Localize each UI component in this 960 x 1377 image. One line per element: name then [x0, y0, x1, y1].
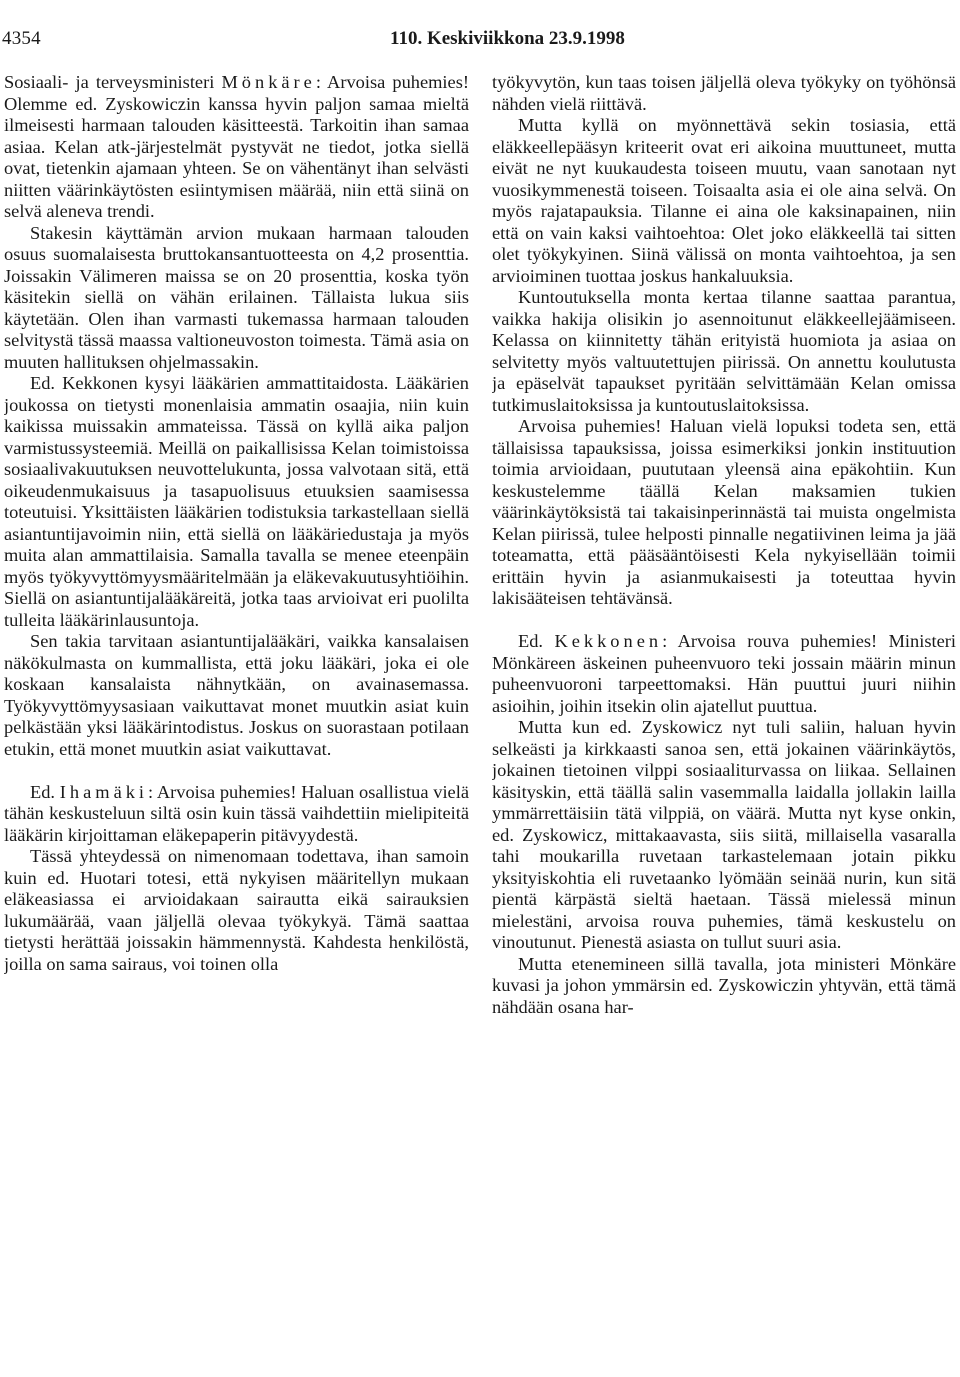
paragraph: Mutta kun ed. Zyskowicz nyt tuli saliin, haluan hyvin selkeästi ja kirkkaasti sanoa sen, että jokainen väärinkäytös, jokainen tietoinen vilppi sosiaaliturvassa on liikaa. Sellainen käsityskin, että täällä salin vasemmalla laidalla jollakin lailla ymmärrettäisiin tätä vilppiä, on väärä. Mutta nyt kyse onkin, ed. Zyskowicz, mittakaavasta, siis siitä, millaisella vasaralla tahi moukarilla ruvetaan tarkastelemaan jotain pikku yksityiskohtia eli ruvetaanko lyömään seinää nurin, kun sitä pientä kärpästä sieltä haetaan. Tässä mielessä minun mielestäni, arvoisa rouva puhemies, tämä keskustelu on vinoutunut. Pienestä asiasta on tullut suuri asia. — [492, 717, 956, 952]
paragraph: Tässä yhteydessä on nimenomaan todettava, ihan samoin kuin ed. Huotari totesi, että nykyisen määritellyn mukaan eläkeasiassa ei arvioidakaan sairautta eikä sairauksien lukumäärää, vaan jäljellä olevaa työkykyä. Tämä saattaa tietysti herättää joissakin hämmennystä. Kahdesta henkilöstä, joilla on sama sairaus, voi toinen olla — [4, 846, 469, 974]
paragraph: Sen takia tarvitaan asiantuntijalääkäri, vaikka kansalaisen näkökulmasta on kummallista, että joku lääkäri, joka ei ole koskaan kansalaista nähnytkään, on avainasemassa. Työkyvyttömyysasiaan vaikuttavat monet muutkin asiat kuin pelkästään yksi lääkärintodistus. Joskus on suorastaan potilaan etukin, että monet muutkin asiat vaikuttavat. — [4, 631, 469, 759]
paragraph: Arvoisa puhemies! Haluan vielä lopuksi todeta sen, että tällaisissa tapauksissa, joissa esimerkiksi jonkin instituution toimia arvioidaan, puututaan yleensä aina epäkohtiin. Kun keskustelemme täällä Kelan maksamien tukien väärinkäytöksistä tai takaisinperinnästä tai muista ongelmista Kelan piirissä, tulee helposti pinnalle negatiivinen leima ja jää toteamatta, että pääsääntöisesti Kela nykyisellään toimii erittäin hyvin ja asianmukaisesti ja toteuttaa hyvin lakisääteisen tehtävänsä. — [492, 416, 956, 608]
speaker-name: Ihamäki — [59, 781, 149, 802]
paragraph: Ed. Kekkonen kysyi lääkärien ammattitaidosta. Lääkärien joukossa on tietysti monenlaisia ammatin osaajia, niin kuin kaikissa muissakin ammateissa. Tässä on kyllä aika paljon varmistussysteemiä. Meillä on paikallisissa Kelan toimistoissa sosiaalivakuutuksen neuvottelukunta, jossa valvotaan sitä, että oikeudenmukaisuus ja tasapuolisuus etuuksien saamisessa toteutuisi. Yksittäisten lääkärien todistuksia tarkastellaan siellä asiantuntijavoimin niin, että siellä on lääkäriedustaja ja myös muita alan ammattilaisia. Samalla tavalla se menee eteenpäin myös työkyvyttömyysmääritelmään ja eläkevakuutusyhtiöihin. Siellä on asiantuntijalääkäreitä, jotka taas arvioivat eri puolilta tulleita lääkärinlausuntoja. — [4, 373, 469, 630]
speaker-prefix: Ed. — [518, 631, 544, 651]
left-column — [4, 72, 469, 1372]
paragraph — [4, 72, 469, 223]
page-header — [0, 28, 960, 58]
speaker-name: Kekkonen — [554, 631, 663, 651]
session-title: 110. Keskiviikkona 23.9.1998 — [390, 28, 625, 49]
page-number: 4354 — [2, 28, 41, 49]
paragraph-text: : Arvoisa puhemies! Haluan osallistua vielä tähän keskusteluun siltä osin kuin tässä vaihdettiin mielipiteitä lääkärin kirjoittaman eläkepaperin pitävyydestä. — [4, 781, 469, 845]
speaker-title: Sosiaali- ja terveysministeri — [4, 72, 215, 92]
speaker-name: Mönkäre — [221, 72, 316, 92]
speaker-prefix: Ed. — [30, 781, 56, 802]
paragraph: Stakesin käyttämän arvion mukaan harmaan talouden osuus suomalaisesta bruttokansantuotteesta on 4,2 prosenttia. Joissakin Välimeren maissa se on 20 prosenttia, koska työn käsitekin siellä on vähän erilainen. Tällaista lukua siis käytetään. Olen ihan varmasti tukemassa harmaan talouden selvitystä tässä maassa valtioneuvoston toimesta. Tämä asia on muuten hallituksen ohjelmassakin. — [4, 222, 469, 372]
paragraph — [4, 782, 469, 847]
right-column — [492, 72, 956, 1372]
paragraph-text: : Arvoisa puhemies! Olemme ed. Zyskowiczin kanssa hyvin paljon samaa mieltä ilmeisesti harmaan talouden käsitteestä. Tarkoitin ihan samaa asiaa. Kelan atk-järjestelmät pystyvät ne tiedot, jotka siellä ovat, tietenkin ajamaan yhteen. Se on vähentänyt ihan selvästi niitten väärinkäytösten esiintymisen määrää, niin että siinä on selvä aleneva trendi. — [4, 72, 469, 221]
paragraph: Mutta kyllä on myönnettävä sekin tosiasia, että eläkkeellepääsyn kriteerit ovat eri aikoina muuttuneet, mutta eivät ne nyt kuukaudesta toiseen muutu, vaan sanotaan nyt vuosikymmenestä toiseen. Toisaalta asia ei ole aina selvä. On myös rajatapauksia. Tilanne ei aina ole kaksinapainen, niin että on vain kaksi vaihtoehtoa: Olet joko eläkkeellä tai sitten olet työkykyinen. Siinä välissä on monta vaihtoehtoa, ja sen arvioiminen tuottaa joskus hankaluuksia. — [492, 115, 956, 286]
paragraph: työkyvytön, kun taas toisen jäljellä oleva työkyky on työhönsä nähden vielä riittävä. — [492, 72, 956, 114]
paragraph: Mutta etenemineen sillä tavalla, jota ministeri Mönkäre kuvasi ja johon ymmärsin ed. Zyskowiczin yhtyvän, että tämä nähdään osana har- — [492, 953, 956, 1017]
paragraph: Kuntoutuksella monta kertaa tilanne saattaa parantua, vaikka hakija olisikin jo asennoitunut eläkkeellejäämiseen. Kelassa on kiinnitetty tähän erityistä huomiota ja asiaa on selvitetty myös valtuutettujen piirissä. On annettu koulutusta ja epäselvät tapaukset pyritään selvittämään Kelan omissa tutkimuslaitoksissa ja kuntoutuslaitoksissa. — [492, 287, 956, 415]
paragraph-text: : Arvoisa rouva puhemies! Ministeri Mönkäreen äskeinen puheenvuoro teki jossain määrin minun puheenvuoroni tarpeettomaksi. Hän puuttui juuri niihin asioihin, joihin itsekin olin ajatellut puuttua. — [492, 631, 956, 716]
paragraph — [492, 631, 956, 717]
